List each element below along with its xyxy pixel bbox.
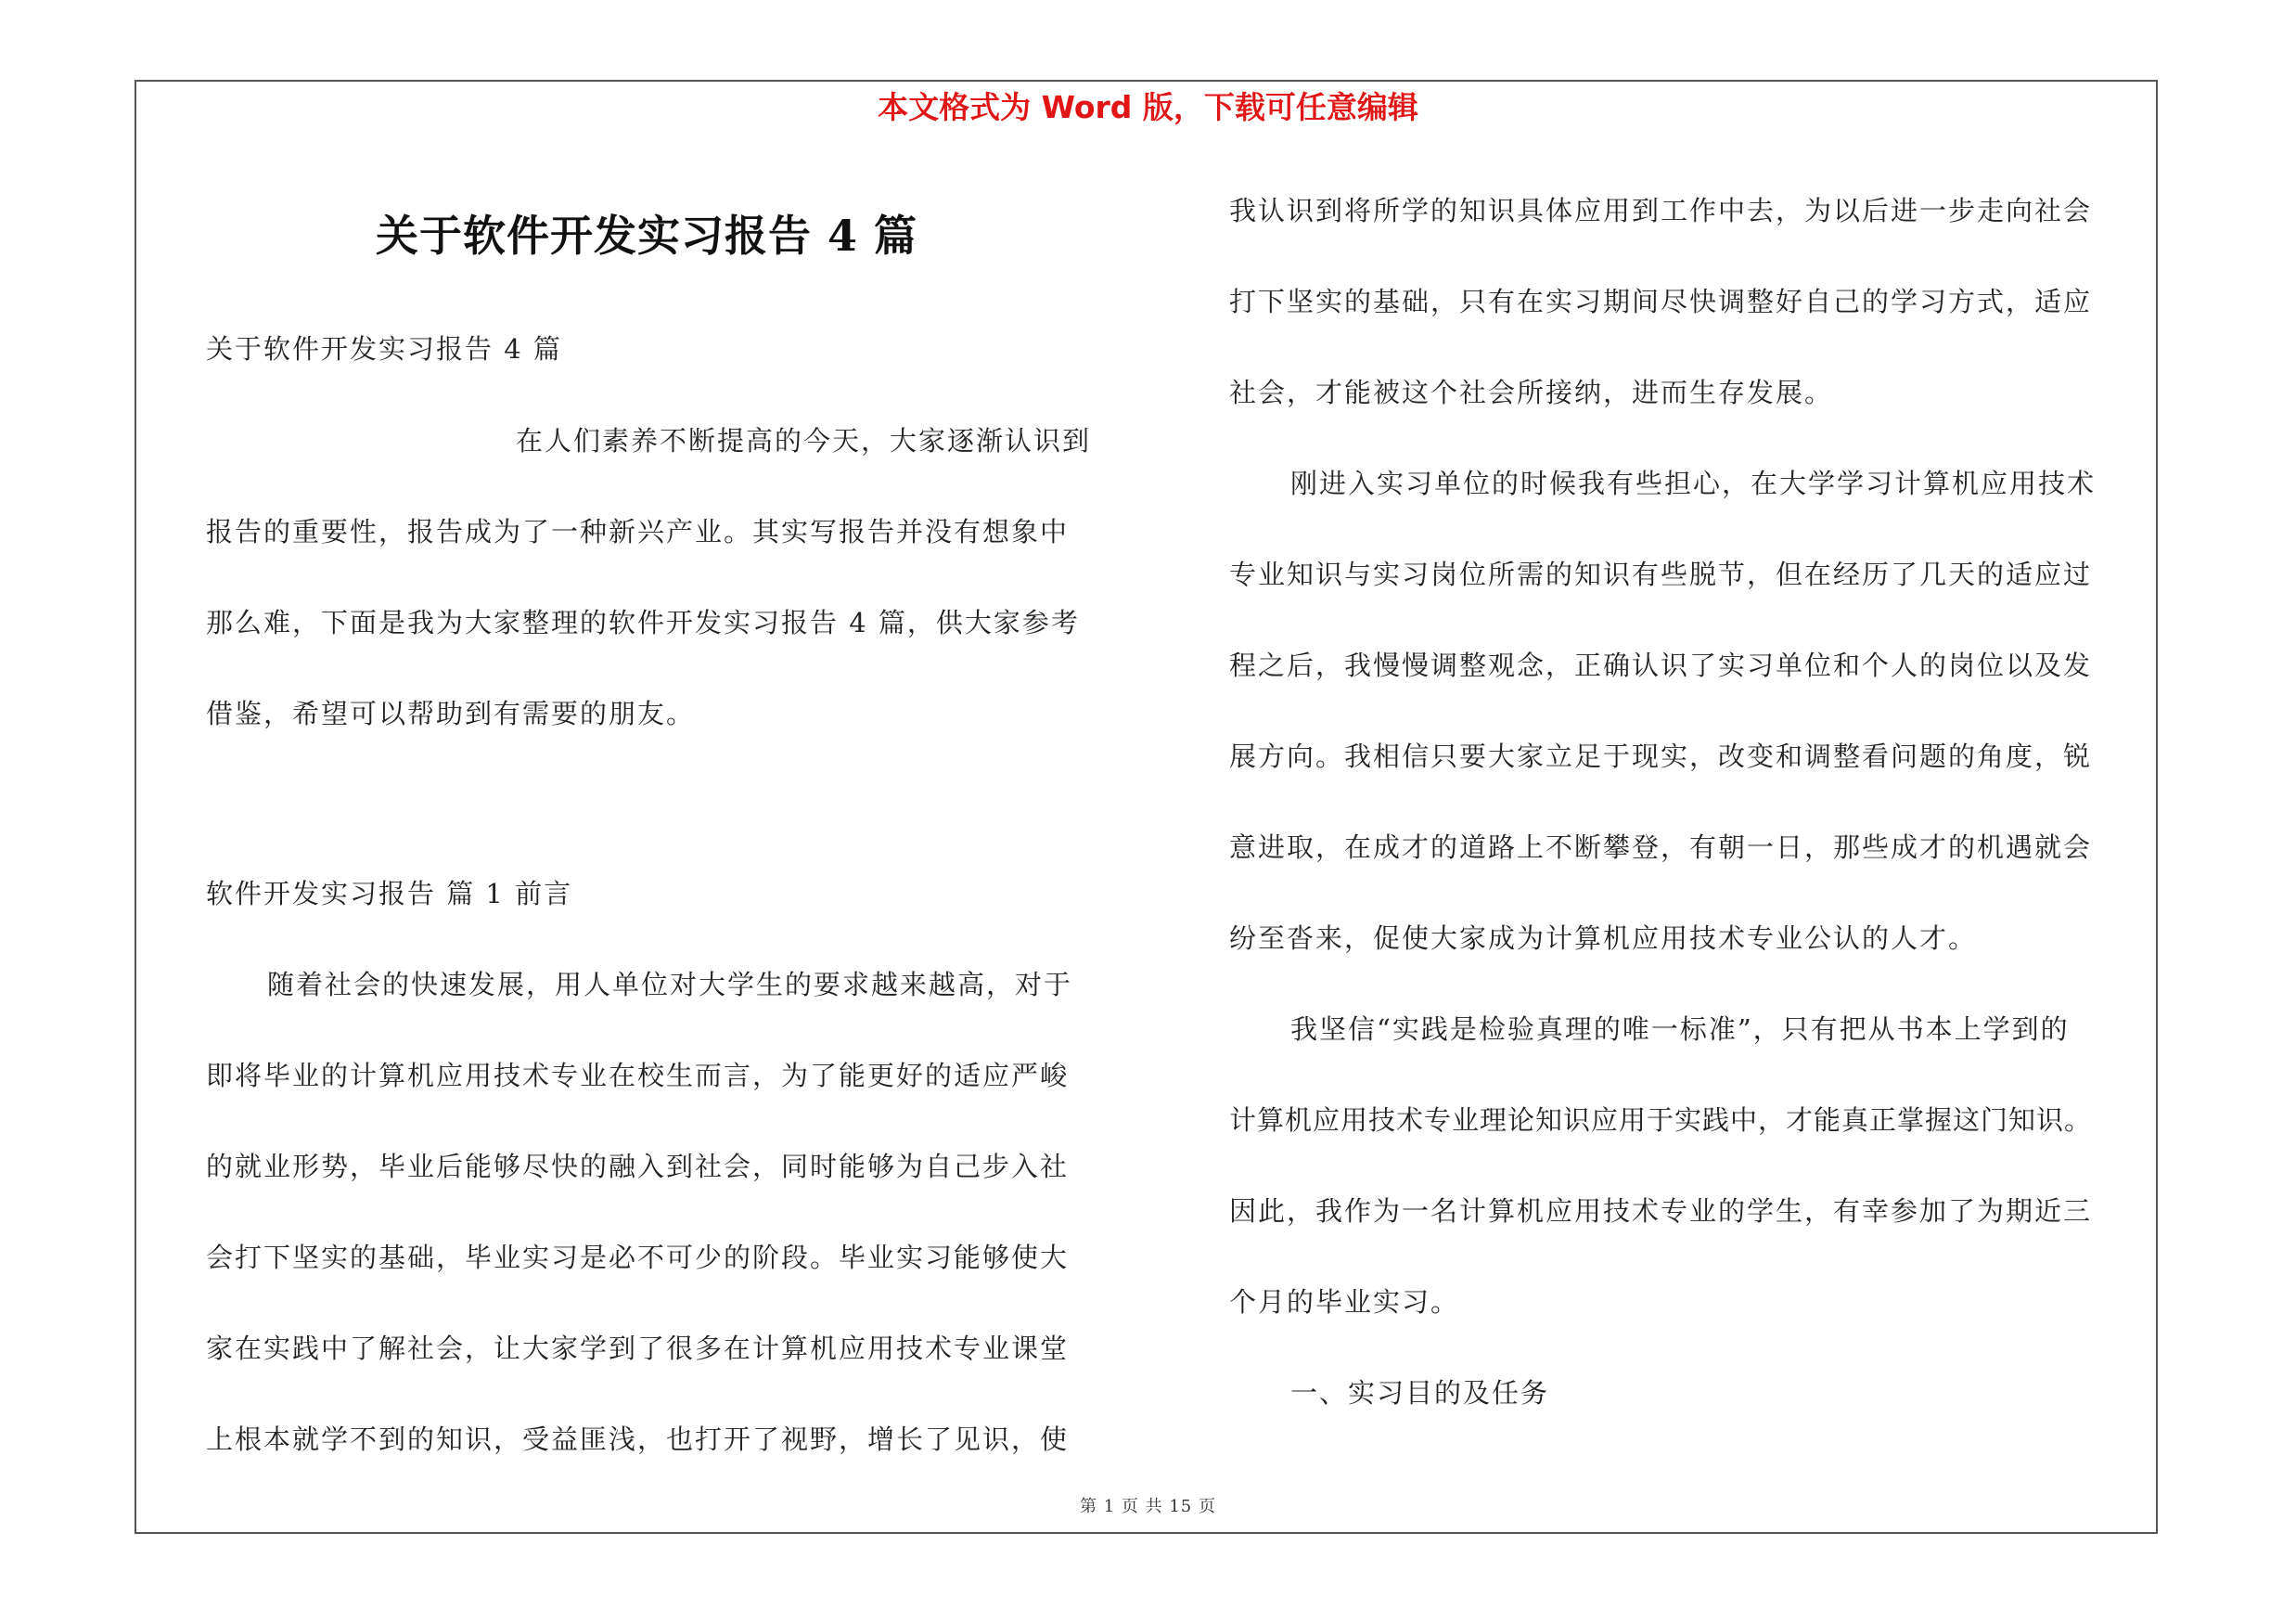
right-line: 意进取，在成才的道路上不断攀登，有朝一日，那些成才的机遇就会 bbox=[1229, 831, 2093, 863]
right-line: 专业知识与实习岗位所需的知识有些脱节，但在经历了几天的适应过 bbox=[1229, 559, 2093, 590]
right-line: 我坚信“实践是检验真理的唯一标准”，只有把从书本上学到的 bbox=[1290, 1013, 2070, 1045]
left-line: 那么难，下面是我为大家整理的软件开发实习报告 4 篇，供大家参考 bbox=[206, 607, 1080, 638]
left-line: 借鉴，希望可以帮助到有需要的朋友。 bbox=[206, 698, 696, 729]
right-line: 刚进入实习单位的时候我有些担心，在大学学习计算机应用技术 bbox=[1290, 468, 2097, 499]
right-line: 展方向。我相信只要大家立足于现实，改变和调整看问题的角度，锐 bbox=[1229, 741, 2093, 772]
right-line: 打下坚实的基础，只有在实习期间尽快调整好自己的学习方式，适应 bbox=[1229, 286, 2093, 317]
right-line: 计算机应用技术专业理论知识应用于实践中，才能真正掌握这门知识。 bbox=[1229, 1104, 2093, 1136]
right-line: 纷至沓来，促使大家成为计算机应用技术专业公认的人才。 bbox=[1229, 922, 1978, 954]
section-heading: 软件开发实习报告 篇 1 前言 bbox=[206, 878, 573, 909]
page-footer: 第 1 页 共 15 页 bbox=[1080, 1497, 1216, 1516]
left-line: 的就业形势，毕业后能够尽快的融入到社会，同时能够为自己步入社 bbox=[206, 1151, 1070, 1182]
right-line: 程之后，我慢慢调整观念，正确认识了实习单位和个人的岗位以及发 bbox=[1229, 650, 2093, 681]
left-line: 即将毕业的计算机应用技术专业在校生而言，为了能更好的适应严峻 bbox=[206, 1060, 1070, 1091]
right-line: 因此，我作为一名计算机应用技术专业的学生，有幸参加了为期近三 bbox=[1229, 1195, 2093, 1227]
left-line: 随着社会的快速发展，用人单位对大学生的要求越来越高，对于 bbox=[267, 969, 1073, 1000]
left-line: 上根本就学不到的知识，受益匪浅，也打开了视野，增长了见识，使 bbox=[206, 1423, 1070, 1455]
left-line: 会打下坚实的基础，毕业实习是必不可少的阶段。毕业实习能够使大 bbox=[206, 1242, 1070, 1273]
right-line: 个月的毕业实习。 bbox=[1229, 1286, 1460, 1318]
right-line: 我认识到将所学的知识具体应用到工作中去，为以后进一步走向社会 bbox=[1229, 195, 2093, 226]
left-line: 关于软件开发实习报告 4 篇 bbox=[206, 333, 562, 365]
format-banner: 本文格式为 Word 版，下载可任意编辑 bbox=[878, 89, 1418, 125]
right-line: 社会，才能被这个社会所接纳，进而生存发展。 bbox=[1229, 377, 1834, 408]
left-line: 报告的重要性，报告成为了一种新兴产业。其实写报告并没有想象中 bbox=[206, 516, 1070, 547]
document-title: 关于软件开发实习报告 4 篇 bbox=[376, 211, 918, 261]
left-line: 家在实践中了解社会，让大家学到了很多在计算机应用技术专业课堂 bbox=[206, 1333, 1070, 1364]
left-line: 在人们素养不断提高的今天，大家逐渐认识到 bbox=[516, 425, 1092, 457]
section-heading: 一、实习目的及任务 bbox=[1290, 1377, 1550, 1409]
